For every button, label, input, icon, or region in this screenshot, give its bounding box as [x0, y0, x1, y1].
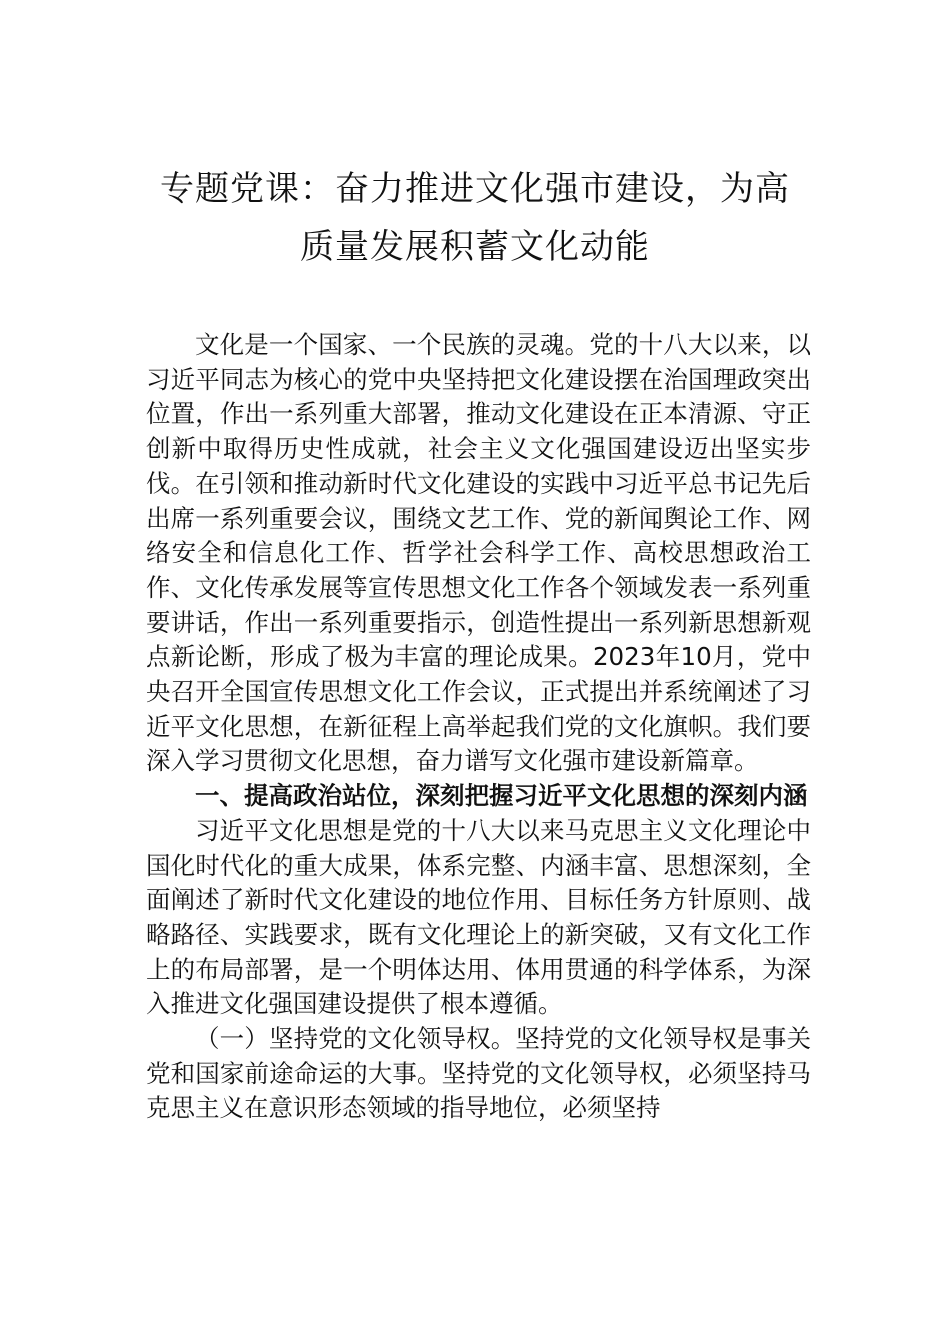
intro-paragraph: 文化是一个国家、一个民族的灵魂。党的十八大以来，以习近平同志为核心的党中央坚持把文化建设摆在治国理政突出位置，作出一系列重大部署，推动文化建设在正本清源、守正创新中取得历史性成就，社会主义文化强国建设迈出坚实步伐。在引领和推动新时代文化建设的实践中习近平总书记先后出席一系列重要会议，围绕文艺工作、党的新闻舆论工作、网络安全和信息化工作、哲学社会科学工作、高校思想政治工作、文化传承发展等宣传思想文化工作各个领域发表一系列重要讲话，作出一系列重要指示，创造性提出一系列新思想新观点新论断，形成了极为丰富的理论成果。2023年10月，党中央召开全国宣传思想文化工作会议，正式提出并系统阐述了习近平文化思想，在新征程上高举起我们党的文化旗帜。我们要深入学习贯彻文化思想，奋力谱写文化强市建设新篇章。	[146, 330, 811, 776]
section-1-paragraph: 习近平文化思想是党的十八大以来马克思主义文化理论中国化时代化的重大成果，体系完整、内涵丰富、思想深刻，全面阐述了新时代文化建设的地位作用、目标任务方针原则、战略路径、实践要求，既有文化理论上的新突破，又有文化工作上的布局部署，是一个明体达用、体用贯通的科学体系，为深入推进文化强国建设提供了根本遵循。	[146, 815, 811, 1019]
document-title	[120, 160, 830, 276]
section-heading-1: 一、提高政治站位，深刻把握习近平文化思想的深刻内涵	[195, 781, 808, 811]
subsection-1-paragraph: （一）坚持党的文化领导权。坚持党的文化领导权是事关党和国家前途命运的大事。坚持党的文化领导权，必须坚持马克思主义在意识形态领域的指导地位，必须坚持	[146, 1024, 811, 1123]
title-line-1: 专题党课：奋力推进文化强市建设，为高	[160, 169, 790, 209]
title-line-2: 质量发展积蓄文化动能	[300, 227, 650, 267]
document-body	[146, 328, 811, 1126]
